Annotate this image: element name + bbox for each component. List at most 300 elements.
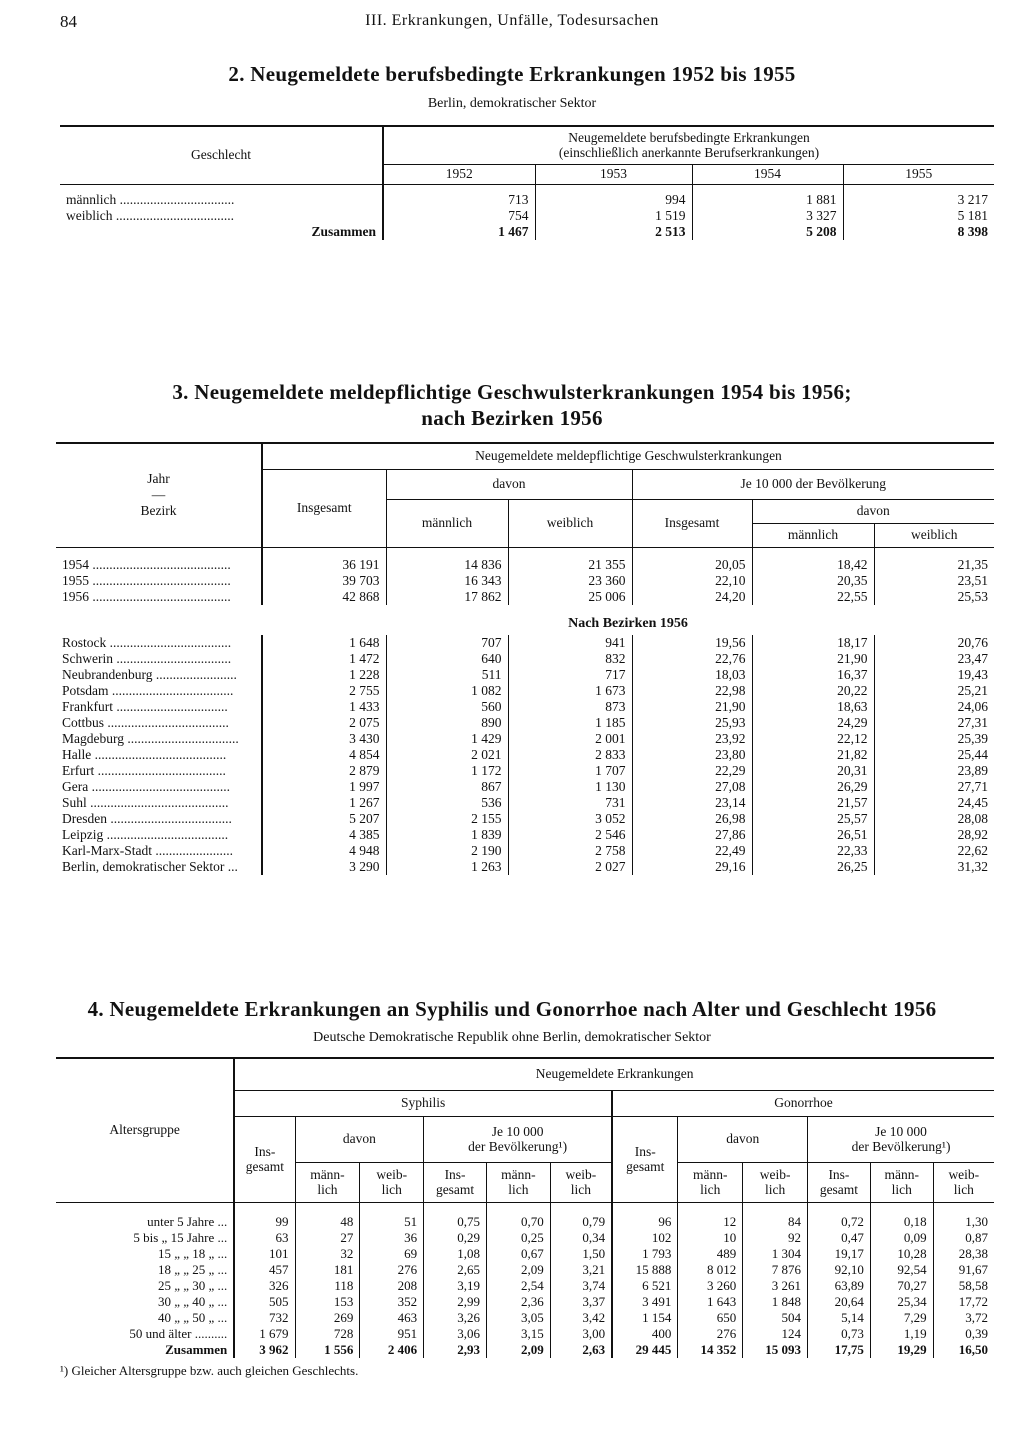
- table-cell: 19,29: [870, 1342, 933, 1358]
- table-cell: 1 082: [386, 683, 508, 699]
- table-cell: 28,38: [958, 1246, 988, 1261]
- row-label: Neubrandenburg ........................: [56, 667, 262, 683]
- table-cell: 0,18: [870, 1214, 933, 1230]
- table-cell: 0,73: [808, 1326, 871, 1342]
- table-cell: 118: [295, 1278, 360, 1294]
- table-cell: 29 445: [612, 1342, 678, 1358]
- table-cell: 2 546: [508, 827, 632, 843]
- table-cell: 1 185: [508, 715, 632, 731]
- table-cell: 51: [360, 1214, 424, 1230]
- table-cell: 23 360: [508, 573, 632, 589]
- table-row: [56, 731, 994, 747]
- table4-footnote: ¹) Gleicher Altersgruppe bzw. auch gleichen Geschlechts.: [60, 1363, 359, 1378]
- table-row: [56, 573, 994, 589]
- table-cell: 2,99: [424, 1294, 487, 1310]
- table-cell: 3 260: [678, 1278, 743, 1294]
- table-cell: 8 398: [957, 224, 988, 239]
- table-row: [56, 1326, 994, 1342]
- table-cell: 27: [295, 1230, 360, 1246]
- table-cell: 42 868: [262, 589, 386, 605]
- table-cell: 31,32: [957, 859, 988, 874]
- table-row: [56, 811, 994, 827]
- table-cell: 25,21: [957, 683, 988, 698]
- table-row: [60, 208, 994, 224]
- table-cell: 3,00: [550, 1326, 612, 1342]
- table-cell: 10,28: [870, 1246, 933, 1262]
- table-cell: 1 793: [612, 1246, 678, 1262]
- table-cell: 18,42: [752, 557, 874, 573]
- table-cell: 2,54: [486, 1278, 550, 1294]
- table-cell: 4 385: [262, 827, 386, 843]
- table4-title: 4. Neugemeldete Erkrankungen an Syphilis und Gonorrhoe nach Alter und Geschlecht 1956: [87, 997, 937, 1021]
- table-cell: 728: [295, 1326, 360, 1342]
- table-cell: 20,22: [752, 683, 874, 699]
- table-cell: 1 429: [386, 731, 508, 747]
- table-cell: 10: [678, 1230, 743, 1246]
- row-label: 18 „ „ 25 „ ...: [56, 1262, 234, 1278]
- table-cell: 3,05: [486, 1310, 550, 1326]
- table-row: [56, 667, 994, 683]
- table-row: [56, 763, 994, 779]
- table-row: [56, 1262, 994, 1278]
- table-row: [56, 1294, 994, 1310]
- table-cell: 17,72: [958, 1294, 988, 1309]
- table2-col-group-line2: (einschließlich anerkannte Berufserkrankungen): [558, 145, 820, 161]
- table-row: [60, 192, 994, 208]
- table4-row-header: Altersgruppe: [56, 1058, 234, 1202]
- table-cell: 8 012: [678, 1262, 743, 1278]
- table-cell: 14 836: [386, 557, 508, 573]
- row-label: Rostock ....................................: [56, 635, 262, 651]
- table-cell: 19,17: [808, 1246, 871, 1262]
- col-maennlich: männ- lich: [295, 1162, 360, 1202]
- table-cell: 0,47: [808, 1230, 871, 1246]
- table-cell: 3,19: [424, 1278, 487, 1294]
- row-label: Potsdam ....................................: [56, 683, 262, 699]
- table-cell: 1 997: [262, 779, 386, 795]
- col-gon-je10000: Je 10 000 der Bevölkerung¹): [808, 1116, 994, 1162]
- table-row: [56, 1278, 994, 1294]
- table-cell: 0,70: [486, 1214, 550, 1230]
- running-head: III. Erkrankungen, Unfälle, Todesursachen: [365, 12, 659, 29]
- table-row: [56, 557, 994, 573]
- col-maennlich: männlich: [386, 499, 508, 547]
- table-cell: 1,08: [424, 1246, 487, 1262]
- table-cell: 92,10: [808, 1262, 871, 1278]
- table-cell: 640: [386, 651, 508, 667]
- table-cell: 23,89: [957, 763, 988, 778]
- table-row: [56, 1230, 994, 1246]
- table-cell: 23,14: [632, 795, 752, 811]
- table-cell: 4 948: [262, 843, 386, 859]
- col-je-maennlich: männ- lich: [870, 1162, 933, 1202]
- table-cell: 1 707: [508, 763, 632, 779]
- row-label: Berlin, demokratischer Sektor ...: [56, 859, 262, 875]
- table-cell: 32: [295, 1246, 360, 1262]
- table3: [56, 442, 994, 875]
- table-cell: 2 021: [386, 747, 508, 763]
- table-cell: 25 006: [508, 589, 632, 605]
- table-cell: 24,29: [752, 715, 874, 731]
- table-cell: 3,74: [550, 1278, 612, 1294]
- col-weiblich: weiblich: [508, 499, 632, 547]
- row-label: männlich ..................................: [60, 192, 383, 208]
- table-cell: 20,64: [808, 1294, 871, 1310]
- table-cell: 18,63: [752, 699, 874, 715]
- table-cell: 951: [360, 1326, 424, 1342]
- table-cell: 457: [234, 1262, 295, 1278]
- col-syphilis: Syphilis: [234, 1090, 612, 1116]
- table-cell: 754: [383, 208, 535, 224]
- table-cell: 326: [234, 1278, 295, 1294]
- table-cell: 1,19: [870, 1326, 933, 1342]
- col-je-davon: davon: [752, 499, 994, 523]
- table-cell: 1 556: [295, 1342, 360, 1358]
- table2-title: 2. Neugemeldete berufsbedingte Erkrankungen 1952 bis 1955: [228, 62, 796, 86]
- table-cell: 3 491: [612, 1294, 678, 1310]
- table-cell: 3 261: [743, 1278, 808, 1294]
- table-cell: 69: [360, 1246, 424, 1262]
- table-cell: 70,27: [870, 1278, 933, 1294]
- table-cell: 3,26: [424, 1310, 487, 1326]
- row-label: Halle .......................................: [56, 747, 262, 763]
- table-cell: 732: [234, 1310, 295, 1326]
- table-cell: 4 854: [262, 747, 386, 763]
- table-cell: 96: [612, 1214, 678, 1230]
- row-label: 1954 .........................................: [56, 557, 262, 573]
- table2-year-header: 1953: [535, 164, 692, 184]
- row-label: Magdeburg .................................: [56, 731, 262, 747]
- table-cell: 19,43: [957, 667, 988, 682]
- table-cell: 25,44: [957, 747, 988, 762]
- table-row: [56, 1214, 994, 1230]
- table-cell: 18,03: [632, 667, 752, 683]
- table-cell: 3,42: [550, 1310, 612, 1326]
- col-syph-davon: davon: [295, 1116, 424, 1162]
- table-cell: 24,06: [957, 699, 988, 714]
- table-cell: 7,29: [870, 1310, 933, 1326]
- table-cell: 16,50: [958, 1342, 988, 1357]
- table3-title-line2: nach Bezirken 1956: [421, 406, 603, 430]
- table-cell: 536: [386, 795, 508, 811]
- table-cell: 0,29: [424, 1230, 487, 1246]
- page-number: 84: [60, 12, 77, 31]
- table-row: [56, 859, 994, 875]
- table-cell: 489: [678, 1246, 743, 1262]
- row-label: Frankfurt .................................: [56, 699, 262, 715]
- table-cell: 1 154: [612, 1310, 678, 1326]
- row-label: 5 bis „ 15 Jahre ...: [56, 1230, 234, 1246]
- table-cell: 25,93: [632, 715, 752, 731]
- row-label: Gera .........................................: [56, 779, 262, 795]
- table-cell: 5 208: [692, 224, 843, 240]
- row-header-bezirk: Bezirk: [140, 503, 177, 519]
- table-cell: 22,98: [632, 683, 752, 699]
- table3-bezirk-rows: [56, 635, 994, 875]
- table3-row-header: [56, 443, 262, 547]
- table-cell: 25,57: [752, 811, 874, 827]
- table-cell: 3 962: [234, 1342, 295, 1358]
- table-cell: 153: [295, 1294, 360, 1310]
- row-label: Zusammen: [56, 1342, 234, 1358]
- table-cell: 0,09: [870, 1230, 933, 1246]
- table-cell: 1 839: [386, 827, 508, 843]
- table-cell: 0,39: [965, 1326, 988, 1341]
- table-cell: 15 093: [743, 1342, 808, 1358]
- row-label: 1956 .........................................: [56, 589, 262, 605]
- table-cell: 23,47: [957, 651, 988, 666]
- table-cell: 25,34: [870, 1294, 933, 1310]
- table-cell: 352: [360, 1294, 424, 1310]
- row-label: Leipzig ....................................: [56, 827, 262, 843]
- table4-subtitle: Deutsche Demokratische Republik ohne Berlin, demokratischer Sektor: [313, 1030, 711, 1045]
- table-cell: 650: [678, 1310, 743, 1326]
- table-row: [56, 795, 994, 811]
- table3-title-line1: 3. Neugemeldete meldepflichtige Geschwulsterkrankungen 1954 bis 1956;: [172, 380, 852, 404]
- table-cell: 0,34: [550, 1230, 612, 1246]
- table-cell: 505: [234, 1294, 295, 1310]
- table-cell: 91,67: [958, 1262, 988, 1277]
- table-cell: 18,17: [752, 635, 874, 651]
- table-row: [56, 635, 994, 651]
- table-cell: 14 352: [678, 1342, 743, 1358]
- table-cell: 1,50: [550, 1246, 612, 1262]
- table-cell: 21,57: [752, 795, 874, 811]
- table-cell: 6 521: [612, 1278, 678, 1294]
- table-cell: 2 758: [508, 843, 632, 859]
- table-cell: 92: [743, 1230, 808, 1246]
- table-cell: 3,15: [486, 1326, 550, 1342]
- row-label: 15 „ „ 18 „ ...: [56, 1246, 234, 1262]
- table-cell: 15 888: [612, 1262, 678, 1278]
- table-cell: 3 217: [957, 192, 988, 207]
- table-cell: 2 755: [262, 683, 386, 699]
- table-cell: 3 290: [262, 859, 386, 875]
- table2-year-header: 1954: [692, 164, 843, 184]
- table-cell: 20,05: [632, 557, 752, 573]
- table-cell: 92,54: [870, 1262, 933, 1278]
- table-row: [56, 827, 994, 843]
- table-cell: 102: [612, 1230, 678, 1246]
- table-row: [56, 715, 994, 731]
- table-row: [56, 699, 994, 715]
- table-cell: 1,30: [965, 1214, 988, 1229]
- table-cell: 2 833: [508, 747, 632, 763]
- table-cell: 26,51: [752, 827, 874, 843]
- table-cell: 1 472: [262, 651, 386, 667]
- table-cell: 1 881: [692, 192, 843, 208]
- table-cell: 3 327: [692, 208, 843, 224]
- row-label: Erfurt ......................................: [56, 763, 262, 779]
- table-cell: 101: [234, 1246, 295, 1262]
- table-cell: 27,08: [632, 779, 752, 795]
- table-cell: 0,25: [486, 1230, 550, 1246]
- table-cell: 39 703: [262, 573, 386, 589]
- row-label: Zusammen: [60, 224, 383, 240]
- col-gon-insgesamt: Ins- gesamt: [612, 1116, 678, 1202]
- table-cell: 511: [386, 667, 508, 683]
- table-cell: 22,29: [632, 763, 752, 779]
- table3-group-header: Neugemeldete meldepflichtige Geschwulsterkrankungen: [262, 443, 994, 469]
- table-cell: 63: [234, 1230, 295, 1246]
- col-je-weiblich: weib- lich: [933, 1162, 994, 1202]
- table-cell: 2,93: [424, 1342, 487, 1358]
- table-cell: 22,33: [752, 843, 874, 859]
- table-cell: 21,82: [752, 747, 874, 763]
- col-je-weiblich: weib- lich: [550, 1162, 612, 1202]
- table-cell: 2,36: [486, 1294, 550, 1310]
- table-cell: 27,86: [632, 827, 752, 843]
- col-je-insgesamt: Ins- gesamt: [424, 1162, 487, 1202]
- table-cell: 1 679: [234, 1326, 295, 1342]
- table-cell: 2 406: [360, 1342, 424, 1358]
- table-row-total: [60, 224, 994, 240]
- table-cell: 181: [295, 1262, 360, 1278]
- table-cell: 3 052: [508, 811, 632, 827]
- table-cell: 1 304: [743, 1246, 808, 1262]
- table-cell: 5,14: [808, 1310, 871, 1326]
- col-syph-je10000: Je 10 000 der Bevölkerung¹): [424, 1116, 612, 1162]
- table-cell: 731: [508, 795, 632, 811]
- table-cell: 717: [508, 667, 632, 683]
- table-cell: 0,87: [965, 1230, 988, 1245]
- table-row-total: [56, 1342, 994, 1358]
- table-cell: 22,55: [752, 589, 874, 605]
- table-cell: 5 207: [262, 811, 386, 827]
- table-cell: 7 876: [743, 1262, 808, 1278]
- col-je-insgesamt: Ins- gesamt: [808, 1162, 871, 1202]
- table2-row-header: Geschlecht: [60, 126, 383, 184]
- row-label: unter 5 Jahre ...: [56, 1214, 234, 1230]
- table-cell: 20,76: [957, 635, 988, 650]
- table-cell: 26,98: [632, 811, 752, 827]
- table-cell: 2 027: [508, 859, 632, 875]
- col-gon-davon: davon: [678, 1116, 808, 1162]
- table-cell: 0,72: [808, 1214, 871, 1230]
- col-gonorrhoe: Gonorrhoe: [612, 1090, 994, 1116]
- table-cell: 17,75: [808, 1342, 871, 1358]
- row-label: 25 „ „ 30 „ ...: [56, 1278, 234, 1294]
- row-label: weiblich ...................................: [60, 208, 383, 224]
- table-cell: 873: [508, 699, 632, 715]
- table-cell: 19,56: [632, 635, 752, 651]
- table-cell: 36: [360, 1230, 424, 1246]
- table-cell: 3,37: [550, 1294, 612, 1310]
- table-cell: 25,53: [957, 589, 988, 604]
- table-cell: 2 001: [508, 731, 632, 747]
- table2-col-group: [383, 126, 994, 164]
- col-je-insgesamt: Insgesamt: [632, 499, 752, 547]
- row-label: Schwerin ..................................: [56, 651, 262, 667]
- table3-section-label: Nach Bezirken 1956: [568, 616, 688, 631]
- table-cell: 2 075: [262, 715, 386, 731]
- table-cell: 27,31: [957, 715, 988, 730]
- table-cell: 1 263: [386, 859, 508, 875]
- table-cell: 26,29: [752, 779, 874, 795]
- table-cell: 1 267: [262, 795, 386, 811]
- table-cell: 3 430: [262, 731, 386, 747]
- table-cell: 21,35: [957, 557, 988, 572]
- row-header-jahr: Jahr: [147, 471, 170, 487]
- table-cell: 0,75: [424, 1214, 487, 1230]
- table-cell: 26,25: [752, 859, 874, 875]
- row-label: Karl-Marx-Stadt .......................: [56, 843, 262, 859]
- table-cell: 63,89: [808, 1278, 871, 1294]
- table-cell: 3,06: [424, 1326, 487, 1342]
- row-label: Dresden ....................................: [56, 811, 262, 827]
- col-je-weiblich: weiblich: [874, 523, 994, 547]
- table-cell: 1 433: [262, 699, 386, 715]
- table-cell: 707: [386, 635, 508, 651]
- table-cell: 2,09: [486, 1262, 550, 1278]
- table-row: [56, 747, 994, 763]
- table-cell: 24,20: [632, 589, 752, 605]
- table-cell: 560: [386, 699, 508, 715]
- table-cell: 58,58: [958, 1278, 988, 1293]
- table-cell: 832: [508, 651, 632, 667]
- table2: [60, 125, 994, 240]
- table-cell: 276: [678, 1326, 743, 1342]
- table-cell: 22,62: [957, 843, 988, 858]
- row-label: 1955 .........................................: [56, 573, 262, 589]
- table-cell: 22,10: [632, 573, 752, 589]
- table-cell: 22,49: [632, 843, 752, 859]
- table-cell: 21,90: [752, 651, 874, 667]
- table-cell: 2 190: [386, 843, 508, 859]
- table-cell: 1 643: [678, 1294, 743, 1310]
- table-cell: 276: [360, 1262, 424, 1278]
- table2-year-header: 1955: [843, 164, 994, 184]
- table-cell: 23,80: [632, 747, 752, 763]
- table-cell: 5 181: [957, 208, 988, 223]
- table-row: [56, 1246, 994, 1262]
- table-cell: 25,39: [957, 731, 988, 746]
- table-cell: 2 879: [262, 763, 386, 779]
- table-cell: 941: [508, 635, 632, 651]
- col-je-maennlich: männlich: [752, 523, 874, 547]
- table-cell: 48: [295, 1214, 360, 1230]
- table-cell: 124: [743, 1326, 808, 1342]
- table2-year-header: 1952: [383, 164, 535, 184]
- table-cell: 20,31: [752, 763, 874, 779]
- row-label: 30 „ „ 40 „ ...: [56, 1294, 234, 1310]
- col-je10000: Je 10 000 der Bevölkerung: [632, 469, 994, 499]
- table-cell: 17 862: [386, 589, 508, 605]
- table-row: [56, 683, 994, 699]
- table-cell: 21 355: [508, 557, 632, 573]
- table-cell: 269: [295, 1310, 360, 1326]
- table-cell: 2,65: [424, 1262, 487, 1278]
- col-weiblich: weib- lich: [743, 1162, 808, 1202]
- table-row: [56, 779, 994, 795]
- table-cell: 208: [360, 1278, 424, 1294]
- table-cell: 1 519: [535, 208, 692, 224]
- row-label: Cottbus ....................................: [56, 715, 262, 731]
- table-cell: 23,51: [957, 573, 988, 588]
- col-syph-insgesamt: Ins- gesamt: [234, 1116, 295, 1202]
- table-cell: 21,90: [632, 699, 752, 715]
- table-cell: 29,16: [632, 859, 752, 875]
- col-davon: davon: [386, 469, 632, 499]
- table-cell: 1 467: [383, 224, 535, 240]
- table-cell: 2 513: [535, 224, 692, 240]
- table-cell: 20,35: [752, 573, 874, 589]
- table-cell: 2 155: [386, 811, 508, 827]
- table-cell: 12: [678, 1214, 743, 1230]
- table-cell: 1 228: [262, 667, 386, 683]
- table-cell: 99: [234, 1214, 295, 1230]
- table-cell: 1 172: [386, 763, 508, 779]
